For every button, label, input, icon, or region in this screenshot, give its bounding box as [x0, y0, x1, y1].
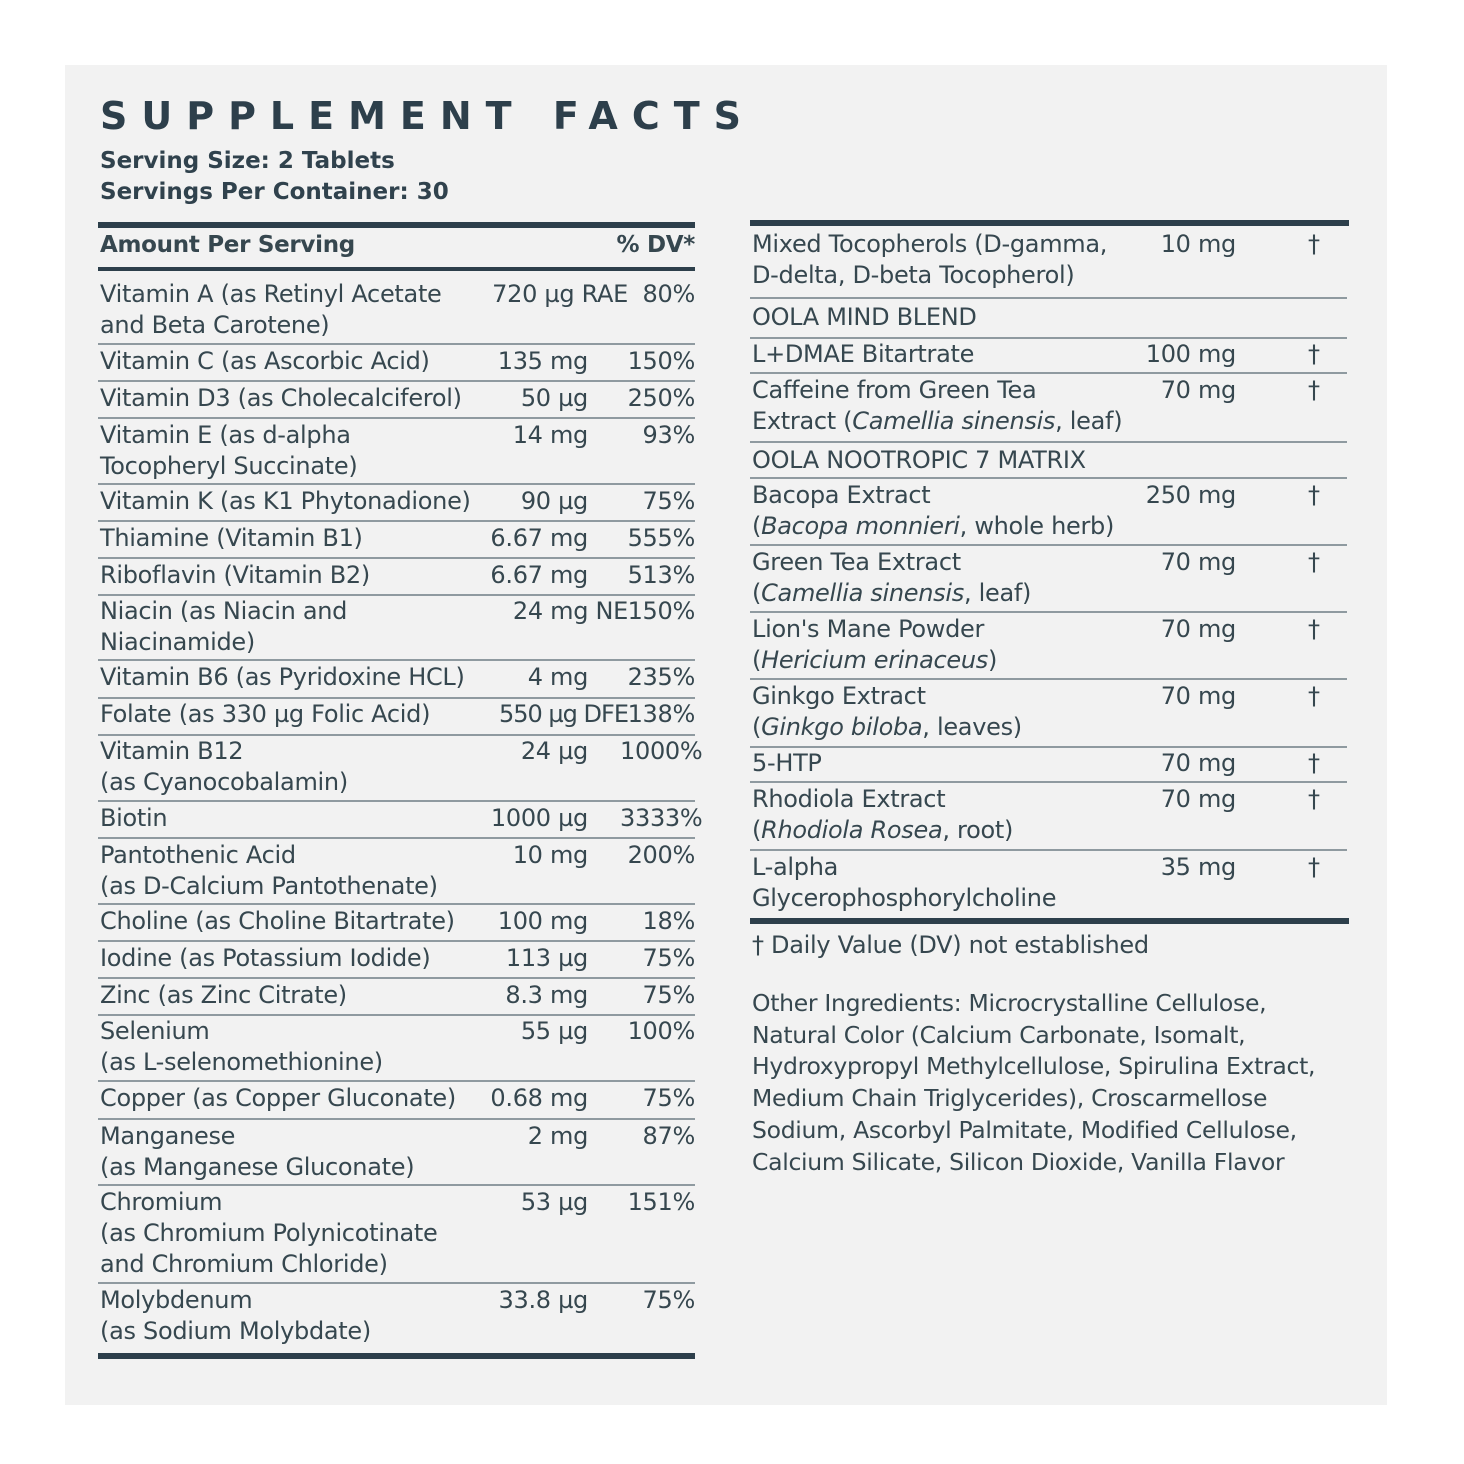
row-divider	[98, 1282, 695, 1284]
amount-per-serving-header: Amount Per Serving	[100, 232, 355, 258]
ingredient-name: Bacopa Extract	[752, 481, 931, 509]
nutrient-dv: 151%	[627, 1188, 695, 1216]
row-divider	[750, 297, 1347, 299]
ingredient-name: Rhodiola Extract	[752, 785, 946, 813]
nutrient-amount: 6.67 mg	[490, 524, 588, 552]
nutrient-amount: 6.67 mg	[490, 561, 588, 589]
row-divider	[98, 1014, 695, 1016]
right-table-top-rule	[750, 220, 1349, 226]
row-divider	[98, 734, 695, 736]
row-divider	[98, 1184, 695, 1186]
nutrient-name: Molybdenum	[100, 1286, 253, 1314]
nutrient-amount: 0.68 mg	[490, 1084, 588, 1112]
row-divider	[98, 380, 695, 382]
nutrient-name-line2: (as Manganese Gluconate)	[100, 1153, 415, 1181]
nutrient-name-line2: (as Chromium Polynicotinate	[100, 1219, 438, 1247]
servings-per-container: Servings Per Container: 30	[100, 179, 449, 205]
ingredient-name: L-alpha	[752, 853, 839, 881]
row-divider	[98, 977, 695, 979]
nutrient-dv: 3333%	[620, 804, 703, 832]
ingredient-name-prefix: (	[752, 816, 762, 844]
row-divider	[98, 800, 695, 802]
dagger-mark: †	[1308, 749, 1320, 777]
other-ingredients: Other Ingredients: Microcrystalline Cellulose, Natural Color (Calcium Carbonate, Isomalt, Hydroxypropyl Methylcellulose, Spirulina Extract, Medium Chain Triglycerides), Croscarmellose Sodium, Ascorbyl Palmitate, Modified Cellulose, Calcium Silicate, Silicon Dioxide, Vanilla Flavor	[752, 989, 1316, 1176]
row-divider	[98, 417, 695, 419]
ingredient-name: Green Tea Extract	[752, 548, 961, 576]
ingredient-name: Caffeine from Green Tea	[752, 376, 1037, 404]
ingredient-name-suffix: )	[988, 646, 998, 674]
nutrient-name: Vitamin A (as Retinyl Acetate	[100, 280, 442, 308]
row-divider	[98, 557, 695, 559]
ingredient-amount: 70 mg	[1160, 615, 1236, 643]
left-header-rule	[98, 267, 695, 271]
nutrient-dv: 250%	[627, 384, 695, 412]
ingredient-name-line2	[752, 645, 997, 676]
row-divider	[98, 1080, 695, 1082]
row-divider	[750, 372, 1347, 374]
nutrient-dv: 150%	[627, 347, 695, 375]
row-divider	[750, 678, 1347, 680]
nutrient-dv: 80%	[642, 280, 695, 308]
nutrient-amount: 14 mg	[512, 421, 588, 449]
nutrient-dv: 138%	[627, 700, 695, 728]
row-divider	[750, 477, 1347, 479]
ingredient-name-prefix: (	[752, 713, 762, 741]
nutrient-amount: 135 mg	[497, 347, 588, 375]
ingredient-name-prefix: (	[752, 646, 762, 674]
ingredient-name: Mixed Tocopherols (D-gamma,	[752, 230, 1108, 258]
nutrient-name: Biotin	[100, 804, 168, 832]
ingredient-amount: 35 mg	[1160, 853, 1236, 881]
ingredient-name-suffix: , leaf)	[1055, 407, 1123, 435]
nutrient-name: Copper (as Copper Gluconate)	[100, 1084, 456, 1112]
ingredient-amount: 70 mg	[1160, 548, 1236, 576]
ingredient-name-line2	[752, 815, 1013, 846]
nutrient-name: Folate (as 330 µg Folic Acid)	[100, 700, 431, 728]
nutrient-name-line2: Niacinamide)	[100, 628, 255, 656]
nutrient-amount: 90 µg	[520, 487, 588, 515]
ingredient-name-prefix: Extract (	[752, 407, 853, 435]
nutrient-name: Niacin (as Niacin and	[100, 597, 348, 625]
dv-header: % DV*	[616, 232, 695, 258]
nutrient-name: Vitamin K (as K1 Phytonadione)	[100, 487, 471, 515]
nutrient-dv: 200%	[627, 841, 695, 869]
row-divider	[98, 343, 695, 345]
nutrient-name-line3: and Chromium Chloride)	[100, 1250, 388, 1278]
nutrient-name: Vitamin C (as Ascorbic Acid)	[100, 347, 430, 375]
nutrient-amount: 550 µg DFE	[498, 700, 628, 728]
ingredient-name-prefix: (	[752, 579, 762, 607]
nutrient-dv: 75%	[642, 487, 695, 515]
nutrient-amount: 53 µg	[520, 1188, 588, 1216]
dagger-mark: †	[1308, 785, 1320, 813]
nutrient-amount: 55 µg	[520, 1017, 588, 1045]
nutrient-dv: 93%	[642, 421, 695, 449]
ingredient-name-prefix: (	[752, 512, 762, 540]
ingredient-name-line2	[752, 511, 1114, 542]
nutrient-dv: 513%	[627, 561, 695, 589]
ingredient-name: 5-HTP	[752, 749, 822, 777]
nutrient-name: Zinc (as Zinc Citrate)	[100, 981, 347, 1009]
nutrient-amount: 1000 µg	[490, 804, 588, 832]
row-divider	[750, 544, 1347, 546]
row-divider	[98, 1118, 695, 1120]
serving-size: Serving Size: 2 Tablets	[100, 148, 395, 174]
nutrient-name: Vitamin D3 (as Cholecalciferol)	[100, 384, 462, 412]
nutrient-dv: 18%	[642, 907, 695, 935]
nutrient-name: Selenium	[100, 1017, 210, 1045]
nutrient-name-line2: (as Cyanocobalamin)	[100, 768, 348, 796]
nutrient-name: Riboflavin (Vitamin B2)	[100, 561, 370, 589]
nutrient-amount: 2 mg	[527, 1122, 588, 1150]
ingredient-name-suffix: , leaf)	[963, 579, 1032, 607]
nutrient-name: Thiamine (Vitamin B1)	[100, 524, 363, 552]
nutrient-name-line2: (as L-selenomethionine)	[100, 1048, 383, 1076]
row-divider	[98, 594, 695, 596]
ingredient-amount: 10 mg	[1160, 230, 1236, 258]
page-title: SUPPLEMENT FACTS	[100, 94, 756, 138]
ingredient-amount: 70 mg	[1160, 682, 1236, 710]
ingredient-name: L+DMAE Bitartrate	[752, 340, 975, 368]
ingredient-name-line2: Glycerophosphorylcholine	[752, 884, 1057, 912]
botanical-name: Rhodiola Rosea	[761, 816, 943, 844]
nutrient-dv: 555%	[627, 524, 695, 552]
row-divider	[750, 337, 1347, 339]
nutrient-dv: 1000%	[620, 737, 703, 765]
dagger-mark: †	[1308, 615, 1320, 643]
nutrient-dv: 75%	[642, 1286, 695, 1314]
nutrient-name: Chromium	[100, 1188, 223, 1216]
nutrient-dv: 75%	[642, 944, 695, 972]
nutrient-name: Vitamin B6 (as Pyridoxine HCL)	[100, 663, 465, 691]
dagger-mark: †	[1308, 853, 1320, 881]
nutrient-dv: 150%	[627, 597, 695, 625]
right-table-bottom-rule	[750, 918, 1349, 924]
ingredient-name-line2	[752, 712, 1022, 743]
nutrient-name: Pantothenic Acid	[100, 841, 296, 869]
dagger-mark: †	[1308, 340, 1320, 368]
dagger-mark: †	[1308, 548, 1320, 576]
ingredient-name-line2: D-delta, D-beta Tocopherol)	[752, 261, 1075, 289]
nutrient-dv: 235%	[627, 663, 695, 691]
ingredient-amount: 70 mg	[1160, 785, 1236, 813]
row-divider	[750, 849, 1347, 851]
ingredient-amount: 70 mg	[1160, 376, 1236, 404]
nutrient-name: Manganese	[100, 1122, 236, 1150]
botanical-name: Camellia sinensis	[852, 407, 1056, 435]
ingredient-name: Lion's Mane Powder	[752, 615, 985, 643]
dagger-mark: †	[1308, 230, 1320, 258]
nutrient-dv: 87%	[642, 1122, 695, 1150]
left-table-top-rule	[98, 222, 695, 228]
ingredient-name-line2	[752, 578, 1031, 609]
nutrient-name: Choline (as Choline Bitartrate)	[100, 907, 455, 935]
nutrient-dv: 100%	[627, 1017, 695, 1045]
dv-footnote: † Daily Value (DV) not established	[752, 931, 1149, 959]
dagger-mark: †	[1308, 481, 1320, 509]
nutrient-amount: 50 µg	[520, 384, 588, 412]
ingredient-name: OOLA NOOTROPIC 7 MATRIX	[752, 446, 1086, 474]
row-divider	[98, 659, 695, 661]
nutrient-amount: 4 mg	[527, 663, 588, 691]
row-divider	[98, 940, 695, 942]
nutrient-amount: 100 mg	[497, 907, 588, 935]
row-divider	[750, 781, 1347, 783]
row-divider	[750, 611, 1347, 613]
nutrient-name-line2: and Beta Carotene)	[100, 311, 330, 339]
ingredient-name-suffix: , leaves)	[922, 713, 1022, 741]
row-divider	[98, 520, 695, 522]
ingredient-name-line2	[752, 406, 1122, 437]
ingredient-name: OOLA MIND BLEND	[752, 303, 977, 331]
botanical-name: Ginkgo biloba	[761, 713, 923, 741]
nutrient-dv: 75%	[642, 1084, 695, 1112]
botanical-name: Hericium erinaceus	[761, 646, 989, 674]
ingredient-amount: 100 mg	[1145, 340, 1236, 368]
row-divider	[750, 746, 1347, 748]
nutrient-amount: 720 µg RAE	[492, 280, 628, 308]
nutrient-amount: 33.8 µg	[498, 1286, 588, 1314]
ingredient-name-suffix: , root)	[942, 816, 1014, 844]
nutrient-name-line2: (as Sodium Molybdate)	[100, 1317, 371, 1345]
nutrient-amount: 10 mg	[512, 841, 588, 869]
nutrient-amount: 8.3 mg	[505, 981, 588, 1009]
row-divider	[98, 483, 695, 485]
ingredient-name-suffix: , whole herb)	[959, 512, 1115, 540]
left-table-bottom-rule	[98, 1353, 695, 1359]
nutrient-name: Vitamin E (as d-alpha	[100, 421, 351, 449]
nutrient-dv: 75%	[642, 981, 695, 1009]
row-divider	[98, 837, 695, 839]
dagger-mark: †	[1308, 376, 1320, 404]
nutrient-name-line2: (as D-Calcium Pantothenate)	[100, 872, 438, 900]
row-divider	[98, 697, 695, 699]
botanical-name: Bacopa monnieri	[761, 512, 960, 540]
nutrient-amount: 113 µg	[505, 944, 588, 972]
dagger-mark: †	[1308, 682, 1320, 710]
botanical-name: Camellia sinensis	[761, 579, 964, 607]
nutrient-amount: 24 mg NE	[512, 597, 628, 625]
row-divider	[750, 441, 1347, 443]
row-divider	[98, 903, 695, 905]
ingredient-amount: 250 mg	[1145, 481, 1236, 509]
nutrient-name: Iodine (as Potassium Iodide)	[100, 944, 431, 972]
nutrient-amount: 24 µg	[520, 737, 588, 765]
ingredient-amount: 70 mg	[1160, 749, 1236, 777]
nutrient-name: Vitamin B12	[100, 737, 244, 765]
nutrient-name-line2: Tocopheryl Succinate)	[100, 452, 358, 480]
ingredient-name: Ginkgo Extract	[752, 682, 926, 710]
